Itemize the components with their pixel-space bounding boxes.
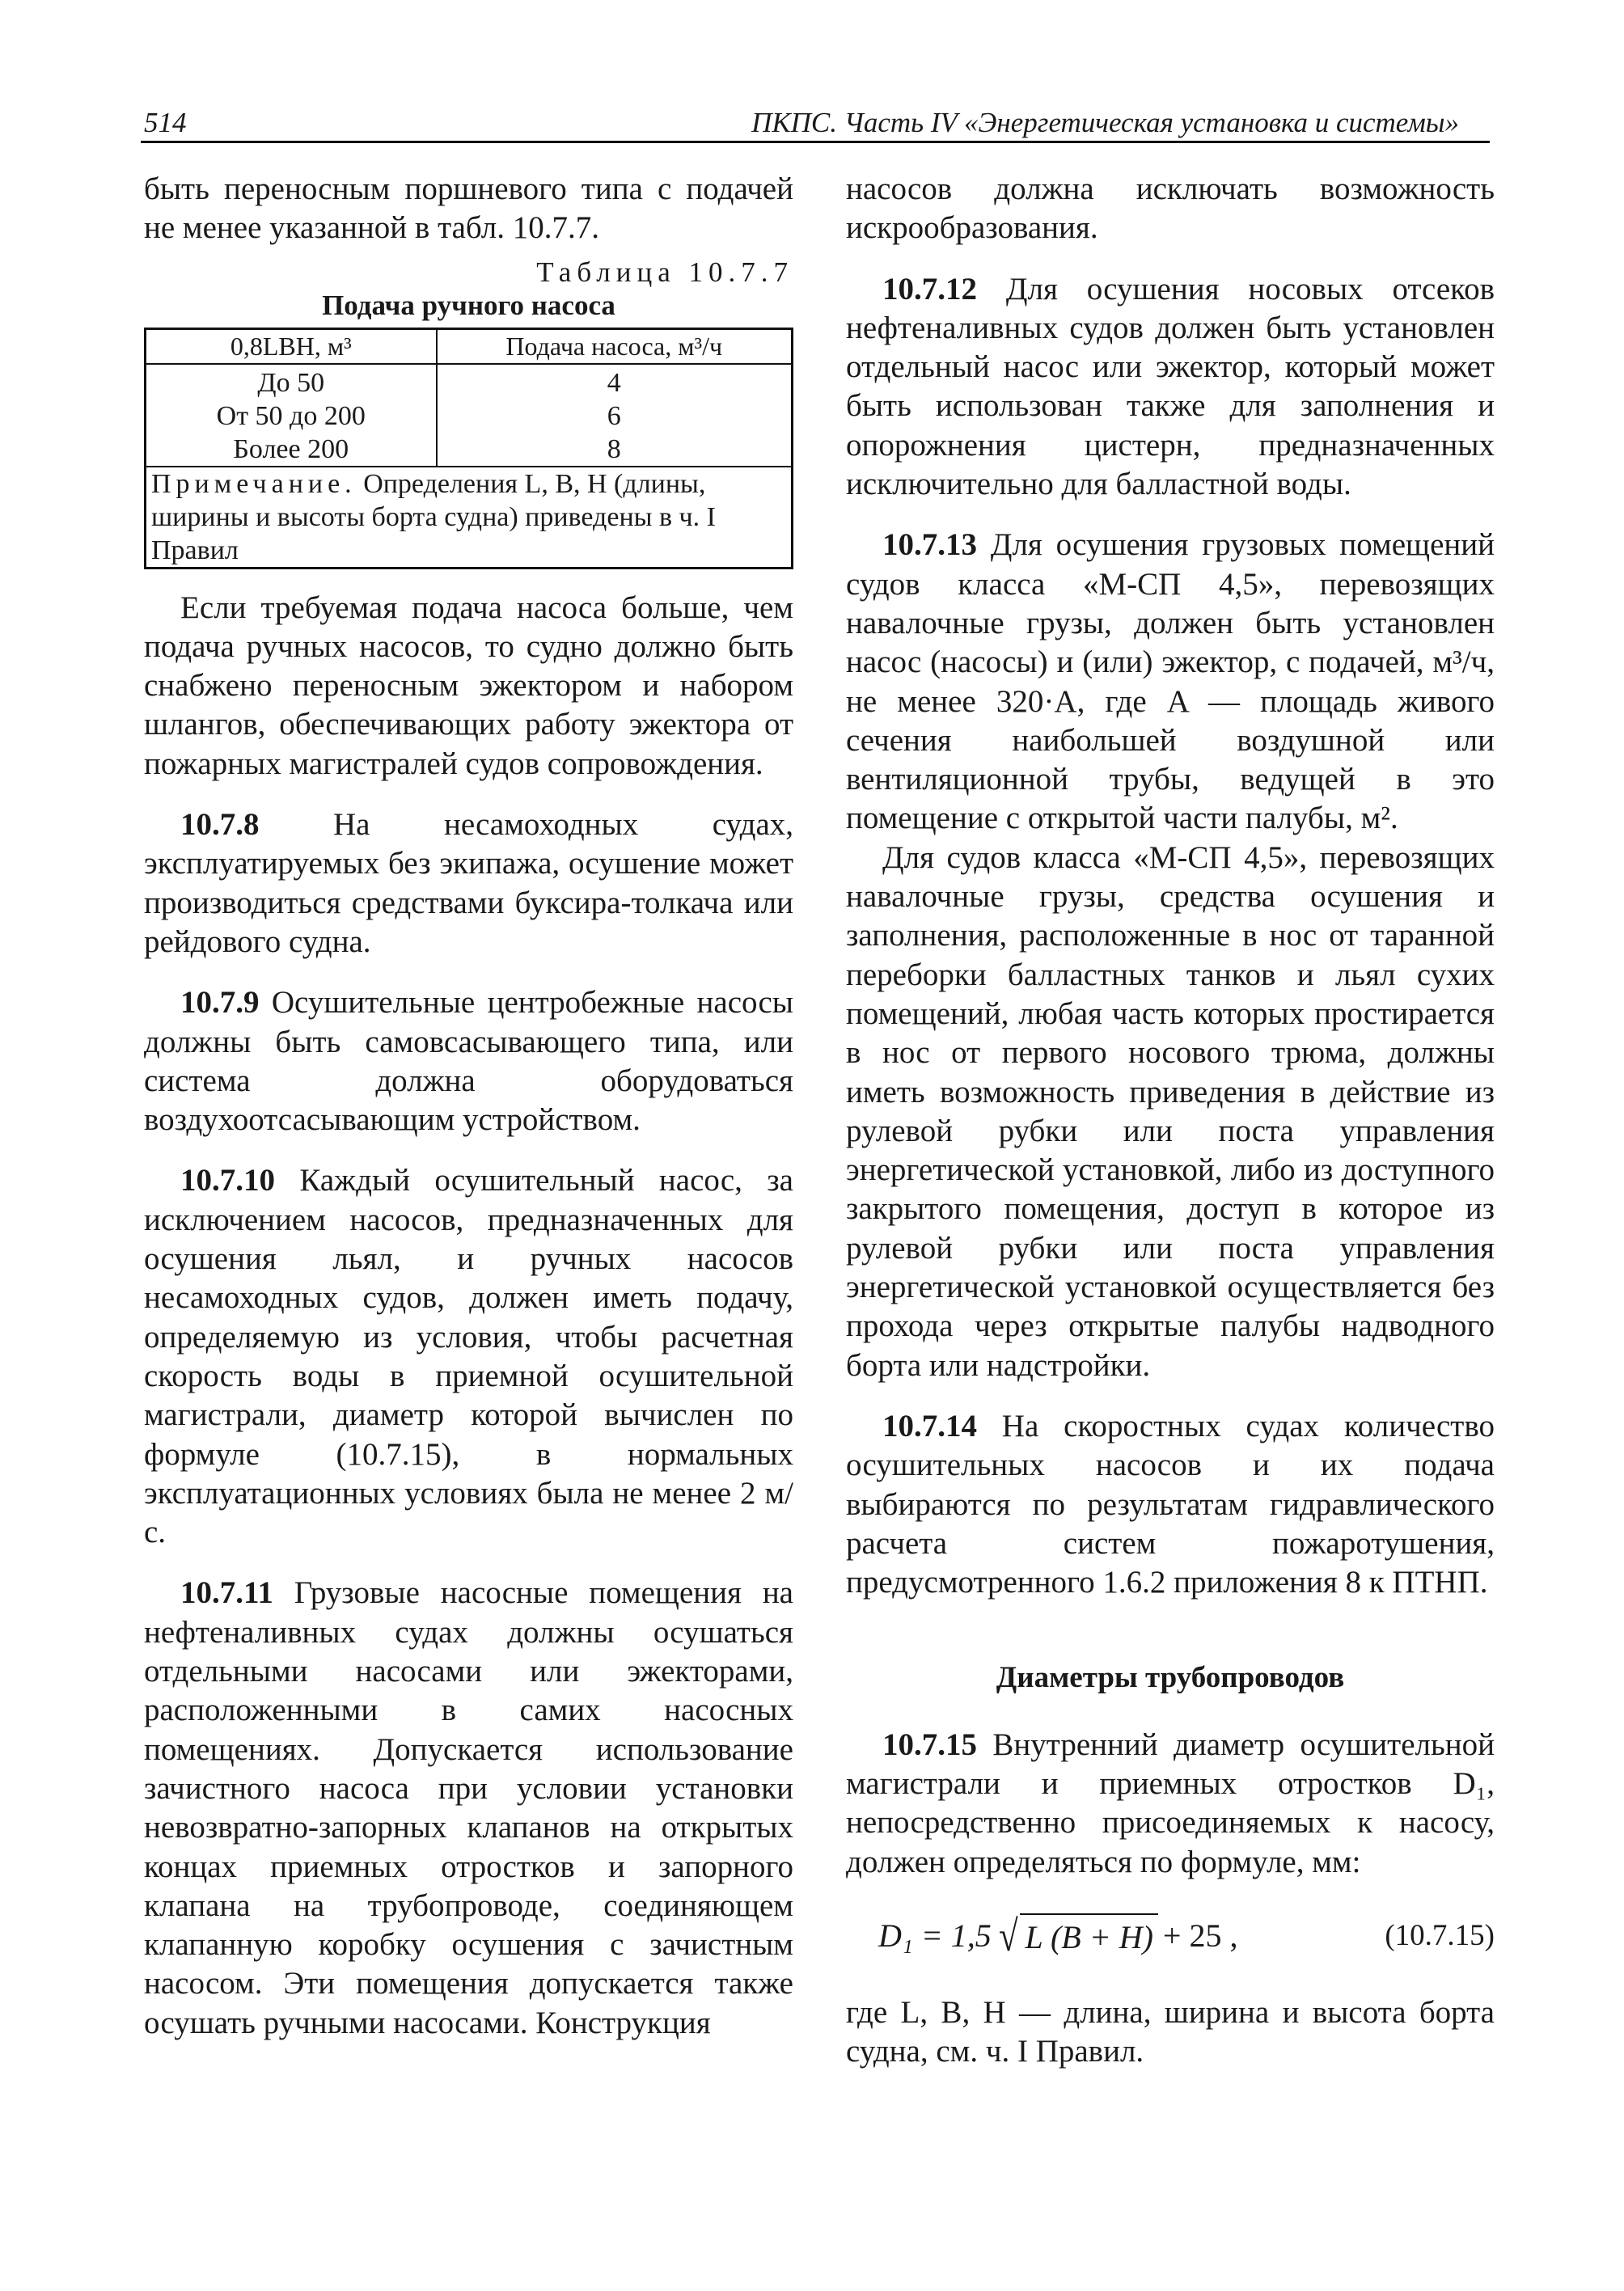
table-cell: 8 <box>607 433 621 464</box>
section-text: Осушительные центробежные насосы должны быть самовсасывающего типа, или система должна оборудоваться воздухоотсасывающим устройством. <box>144 985 793 1138</box>
formula-lhs: D₁ = 1,5 <box>878 1917 992 1954</box>
paragraph: Если требуемая подача насоса больше, чем подача ручных насосов, то судно должно быть снабжено переносным эжектором и набором шлангов, обеспечивающих работу эжектора от пожарных магистралей судов сопровождения. <box>144 590 793 781</box>
table-cell: 4 <box>607 367 621 398</box>
paragraph: насосов должна исключать возможность искрообразования. <box>846 171 1495 246</box>
section-number: 10.7.8 <box>180 807 260 843</box>
formula-10-7-15 <box>846 1900 1495 1972</box>
table-cell: До 50 <box>257 367 325 398</box>
table-cell: 6 <box>607 400 621 431</box>
paragraph: быть переносным поршневого типа с подачей не менее указанной в табл. 10.7.7. <box>144 171 793 246</box>
section-number: 10.7.14 <box>882 1408 977 1443</box>
section-10-7-15 <box>846 1726 1495 1882</box>
note-text: Определения L, B, H (длины, ширины и высоты борта судна) приведены в ч. I Правил <box>151 468 716 565</box>
table-cell: От 50 до 200 <box>216 400 366 431</box>
paragraph: где L, B, H — длина, ширина и высота борта судна, см. ч. I Правил. <box>846 1994 1495 2069</box>
formula-number: (10.7.15) <box>1385 1918 1495 1952</box>
table-title: Подача ручного насоса <box>322 289 615 321</box>
page-header <box>141 102 1490 143</box>
table-row <box>146 364 793 467</box>
formula-tail: + 25 , <box>1162 1917 1238 1954</box>
section-number: 10.7.11 <box>180 1575 273 1611</box>
paragraph: Для судов класса «М-СП 4,5», перевозящих навалочные грузы, средства осушения и заполнения, расположенные в нос от таранной переборки балластных танков и льял сухих помещений, любая часть которых простирается в нос от первого носового трюма, должны иметь возможность приведения в действие из рулевой рубки или поста управления энергетической установкой, либо из доступного закрытого помещения, доступ в которое из рулевой рубки или поста управления энергетической установкой осуществляется без прохода через открытые палубы надводного борта или надстройки. <box>846 839 1495 1383</box>
section-text: На скоростных судах количество осушительных насосов и их подача выбираются по результатам гидравлического расчета систем пожаротушения, предусмотренного 1.6.2 приложения 8 к ПТНП. <box>846 1408 1495 1600</box>
table-header-row <box>146 328 793 364</box>
section-10-7-8 <box>144 805 793 962</box>
section-10-7-9 <box>144 983 793 1139</box>
table-note-row <box>146 467 793 569</box>
section-text: На несамоходных судах, эксплуатируемых без экипажа, осушение может производиться средствами буксира-толкача или рейдового судна. <box>144 807 794 959</box>
note-label: Примечание. <box>151 468 357 499</box>
section-number: 10.7.10 <box>180 1163 275 1198</box>
section-number: 10.7.13 <box>882 527 977 563</box>
section-number: 10.7.12 <box>882 271 977 306</box>
section-10-7-12 <box>846 270 1495 505</box>
table-header-cell: Подача насоса, м³/ч <box>437 328 793 364</box>
running-title: ПКПС. Часть IV «Энергетическая установка и системы» <box>751 107 1459 138</box>
section-10-7-13 <box>846 526 1495 838</box>
sqrt-sign: √ L (B + H) <box>996 1913 1158 1959</box>
section-10-7-14 <box>846 1407 1495 1602</box>
section-number: 10.7.15 <box>882 1727 977 1762</box>
section-text: Внутренний диаметр осушительной магистрали и приемных отростков D₁, непосредственно присоединяемых к насосу, должен определяться по формуле, мм: <box>846 1727 1495 1879</box>
right-column <box>846 170 1495 2071</box>
table-header-cell: 0,8LBH, м³ <box>146 328 437 364</box>
table-cell: Более 200 <box>233 433 349 464</box>
subheading: Диаметры трубопроводов <box>996 1661 1345 1695</box>
section-10-7-11 <box>144 1574 793 2043</box>
formula-radicand: L (B + H) <box>1020 1913 1157 1959</box>
table-caption: Таблица 10.7.7 <box>536 256 793 288</box>
section-number: 10.7.9 <box>180 985 260 1021</box>
pump-capacity-table <box>144 328 793 569</box>
section-text: Для осушения носовых отсеков нефтеналивных судов должен быть установлен отдельный насос или эжектор, который может быть использован также для заполнения и опорожнения цистерн, предназначенных исключительно для балластной воды. <box>846 271 1495 502</box>
section-text: Грузовые насосные помещения на нефтеналивных судах должны осушаться отдельными насосами или эжекторами, расположенными в самих насосных помещениях. Допускается использование зачистного насоса при условии установки невозвратно-запорных клапанов на открытых концах приемных отростков и запорного клапана на трубопроводе, соединяющем клапанную коробку осушения с зачистным насосом. Эти помещения допускается также осушать ручными насосами. Конструкция <box>144 1575 793 2040</box>
section-text: Для осушения грузовых помещений судов класса «М-СП 4,5», перевозящих навалочные грузы, должен быть установлен насос (насосы) и (или) эжектор, с подачей, м³/ч, не менее 320·A, где A — площадь живого сечения наибольшей воздушной или вентиляционной трубы, ведущей в это помещение с открытой части палубы, м². <box>846 527 1495 836</box>
section-text: Каждый осушительный насос, за исключением насосов, предназначенных для осушения льял, и ручных насосов несамоходных судов, должен иметь подачу, определяемую из условия, чтобы расчетная скорость воды в приемной осушительной магистрали, диаметр которой вычислен по формуле (10.7.15), в нормальных эксплуатационных условиях была не менее 2 м/с. <box>144 1163 793 1550</box>
left-column <box>144 170 793 2043</box>
section-10-7-10 <box>144 1161 793 1552</box>
page-number: 514 <box>144 107 187 138</box>
